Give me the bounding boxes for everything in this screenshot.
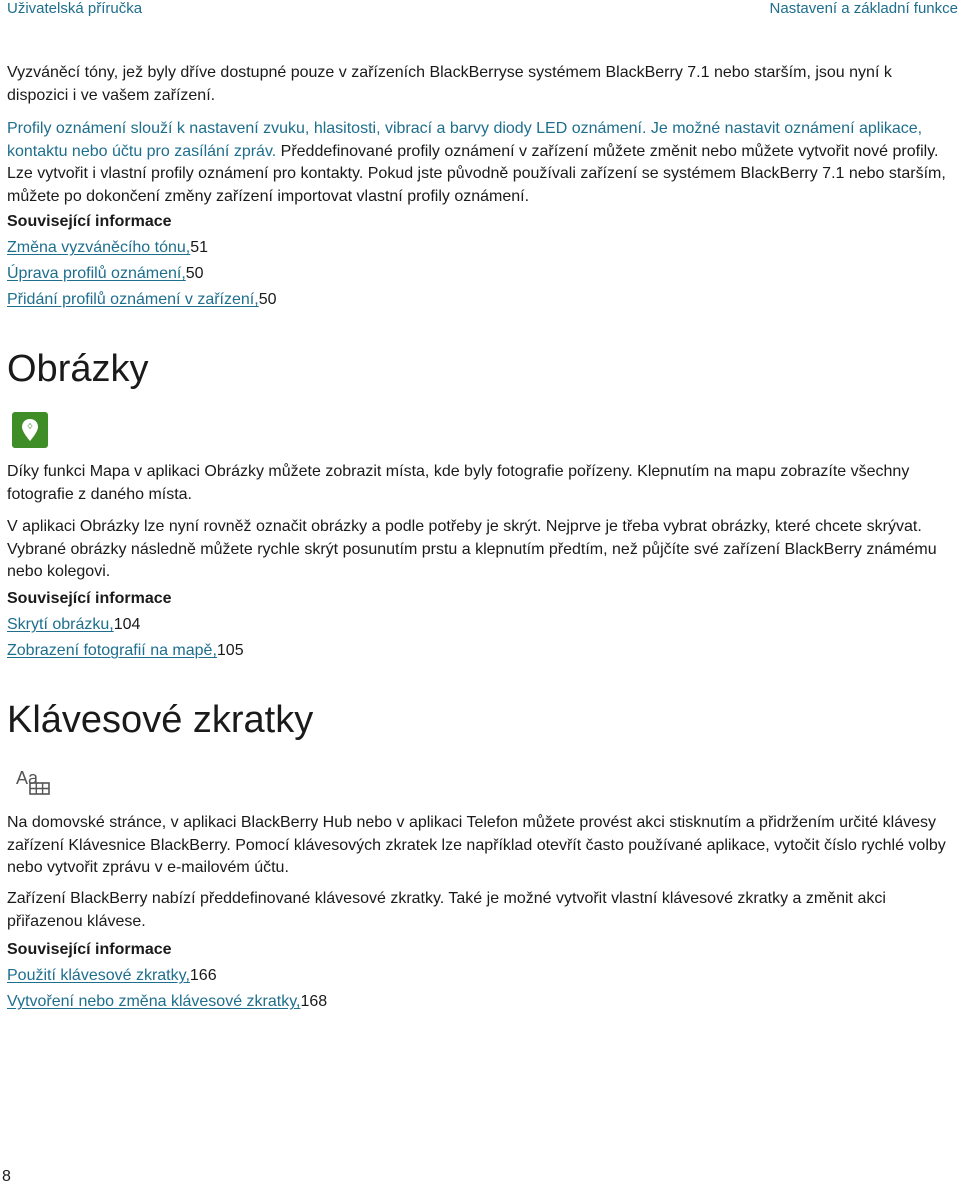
page-number: 8 xyxy=(2,1168,11,1185)
related-link-ringtone[interactable] xyxy=(7,237,208,259)
related-link-text[interactable]: Zobrazení fotografií na mapě, xyxy=(7,642,217,659)
related-info-heading: Související informace xyxy=(7,213,172,230)
running-header xyxy=(0,0,960,20)
header-manual-title: Uživatelská příručka xyxy=(7,0,143,17)
pictures-hide-paragraph: V aplikaci Obrázky lze nyní rovněž označit obrázky a podle potřeby je skrýt. Nejprve je třeba vybrat obrázky, které chcete skrývat. Vybrané obrázky následně můžete rychle skrýt posunutím prstu a klepnutím předtím, než půjčíte své zařízení BlackBerry známému nebo kolegovi. xyxy=(7,518,937,580)
pictures-heading: Obrázky xyxy=(7,348,149,390)
related-link-text[interactable]: Přidání profilů oznámení v zařízení, xyxy=(7,291,259,308)
related-link-page: 50 xyxy=(258,291,277,308)
related-link-page: 105 xyxy=(216,642,244,659)
related-info-heading: Související informace xyxy=(7,941,172,958)
related-link-use-shortcut[interactable] xyxy=(7,965,217,987)
notification-profiles-text-a: Profily oznámení slouží k nastavení zvuku, hlasitosti, vibrací a barvy diody LED oznámení. Je možné nastavit oznámení aplikace, kontaktu nebo účtu pro zasílání zpráv. xyxy=(7,120,923,160)
header-section-title: Nastavení a základní funkce xyxy=(769,0,958,17)
related-link-edit-profiles[interactable] xyxy=(7,263,204,285)
related-link-text[interactable]: Úprava profilů oznámení, xyxy=(7,265,186,282)
pictures-map-paragraph: Díky funkci Mapa v aplikaci Obrázky můžete zobrazit místa, kde byly fotografie pořízeny. Klepnutím na mapu zobrazíte všechny fotografie z daného místa. xyxy=(7,463,910,503)
notification-profiles-paragraph xyxy=(7,118,953,208)
icon-text: Aa xyxy=(16,768,39,788)
shortcuts-usage-paragraph: Na domovské stránce, v aplikaci BlackBerry Hub nebo v aplikaci Telefon můžete provést akci stisknutím a přidržením určité klávesy zařízení Klávesnice BlackBerry. Pomocí klávesových zkratek lze například otevřít často používané aplikace, vytočit číslo rychlé volby nebo vytvořit zprávu v e-mailovém účtu. xyxy=(7,814,946,876)
ringtones-paragraph: Vyzváněcí tóny, jež byly dříve dostupné pouze v zařízeních BlackBerryse systémem BlackBerry 7.1 nebo starším, jsou nyní k dispozici i ve vašem zařízení. xyxy=(7,64,892,104)
related-link-create-shortcut[interactable] xyxy=(7,991,327,1013)
related-link-text[interactable]: Změna vyzváněcího tónu, xyxy=(7,239,191,256)
related-link-page: 104 xyxy=(113,616,141,633)
related-link-page: 168 xyxy=(300,993,328,1010)
related-link-text[interactable]: Použití klávesové zkratky, xyxy=(7,967,190,984)
related-link-add-profiles[interactable] xyxy=(7,289,276,311)
related-link-page: 51 xyxy=(190,239,209,256)
related-link-text[interactable]: Skrytí obrázku, xyxy=(7,616,114,633)
related-link-hide-picture[interactable] xyxy=(7,614,140,636)
related-link-page: 50 xyxy=(185,265,204,282)
related-link-page: 166 xyxy=(189,967,217,984)
flower-pin-icon xyxy=(12,412,48,448)
related-link-photos-map[interactable] xyxy=(7,640,244,662)
notification-profiles-text-b: Předdefinované profily oznámení v zařízení můžete změnit nebo můžete vytvořit nové profily. Lze vytvořit i vlastní profily oznámení pro kontakty. Pokud jste původně používali zařízení se systémem BlackBerry 7.1 nebo starším, můžete po dokončení změny zařízení importovat vlastní profily oznámení. xyxy=(7,142,946,205)
keyboard-text-icon xyxy=(16,768,52,798)
related-info-heading: Související informace xyxy=(7,590,172,607)
related-link-text[interactable]: Vytvoření nebo změna klávesové zkratky, xyxy=(7,993,301,1010)
shortcuts-heading: Klávesové zkratky xyxy=(7,699,314,741)
shortcuts-predefined-paragraph: Zařízení BlackBerry nabízí předdefinované klávesové zkratky. Také je možné vytvořit vlastní klávesové zkratky a změnit akci přiřazenou klávese. xyxy=(7,890,886,930)
